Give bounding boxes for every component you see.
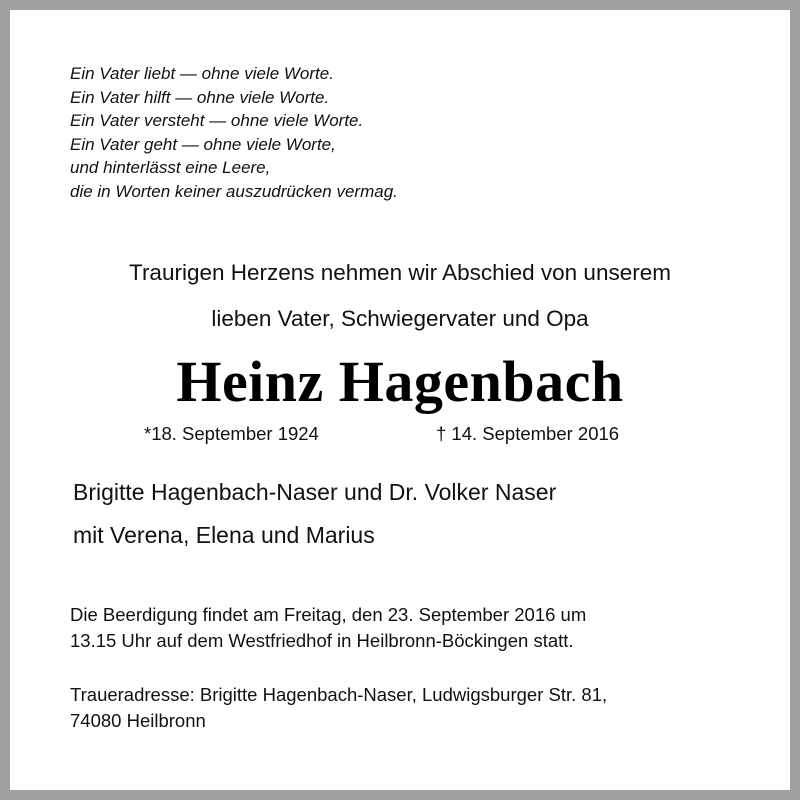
intro-line-1: Traurigen Herzens nehmen wir Abschied von unserem	[129, 260, 671, 285]
mourning-address	[70, 682, 607, 734]
death-date: † 14. September 2016	[436, 423, 620, 444]
poem-line: Ein Vater liebt — ohne viele Worte.	[70, 64, 334, 83]
funeral-line-2: 13.15 Uhr auf dem Westfriedhof in Heilbronn-Böckingen statt.	[70, 630, 574, 651]
poem	[70, 62, 398, 204]
poem-line: und hinterlässt eine Leere,	[70, 158, 271, 178]
address-line-1: Traueradresse: Brigitte Hagenbach-Naser, Ludwigsburger Str. 81,	[70, 684, 608, 705]
poem-line: die in Worten keiner auszudrücken vermag.	[70, 181, 398, 201]
intro-line-2: lieben Vater, Schwiegervater und Opa	[211, 306, 589, 331]
funeral-line-1: Die Beerdigung findet am Freitag, den 23. September 2016 um	[70, 604, 587, 625]
family-line-2: mit Verena, Elena und Marius	[73, 522, 375, 548]
birth-date: *18. September 1924	[144, 423, 319, 444]
deceased-name: Heinz Hagenbach	[176, 349, 624, 414]
poem-line: Ein Vater geht — ohne viele Worte,	[70, 134, 336, 154]
address-line-2: 74080 Heilbronn	[70, 710, 206, 731]
poem-line: Ein Vater versteht — ohne viele Worte.	[70, 111, 364, 131]
poem-line: Ein Vater hilft — ohne viele Worte.	[70, 87, 330, 107]
family-line-1: Brigitte Hagenbach-Naser und Dr. Volker Naser	[73, 479, 557, 505]
funeral-details	[70, 602, 586, 654]
obituary-notice	[10, 10, 790, 790]
